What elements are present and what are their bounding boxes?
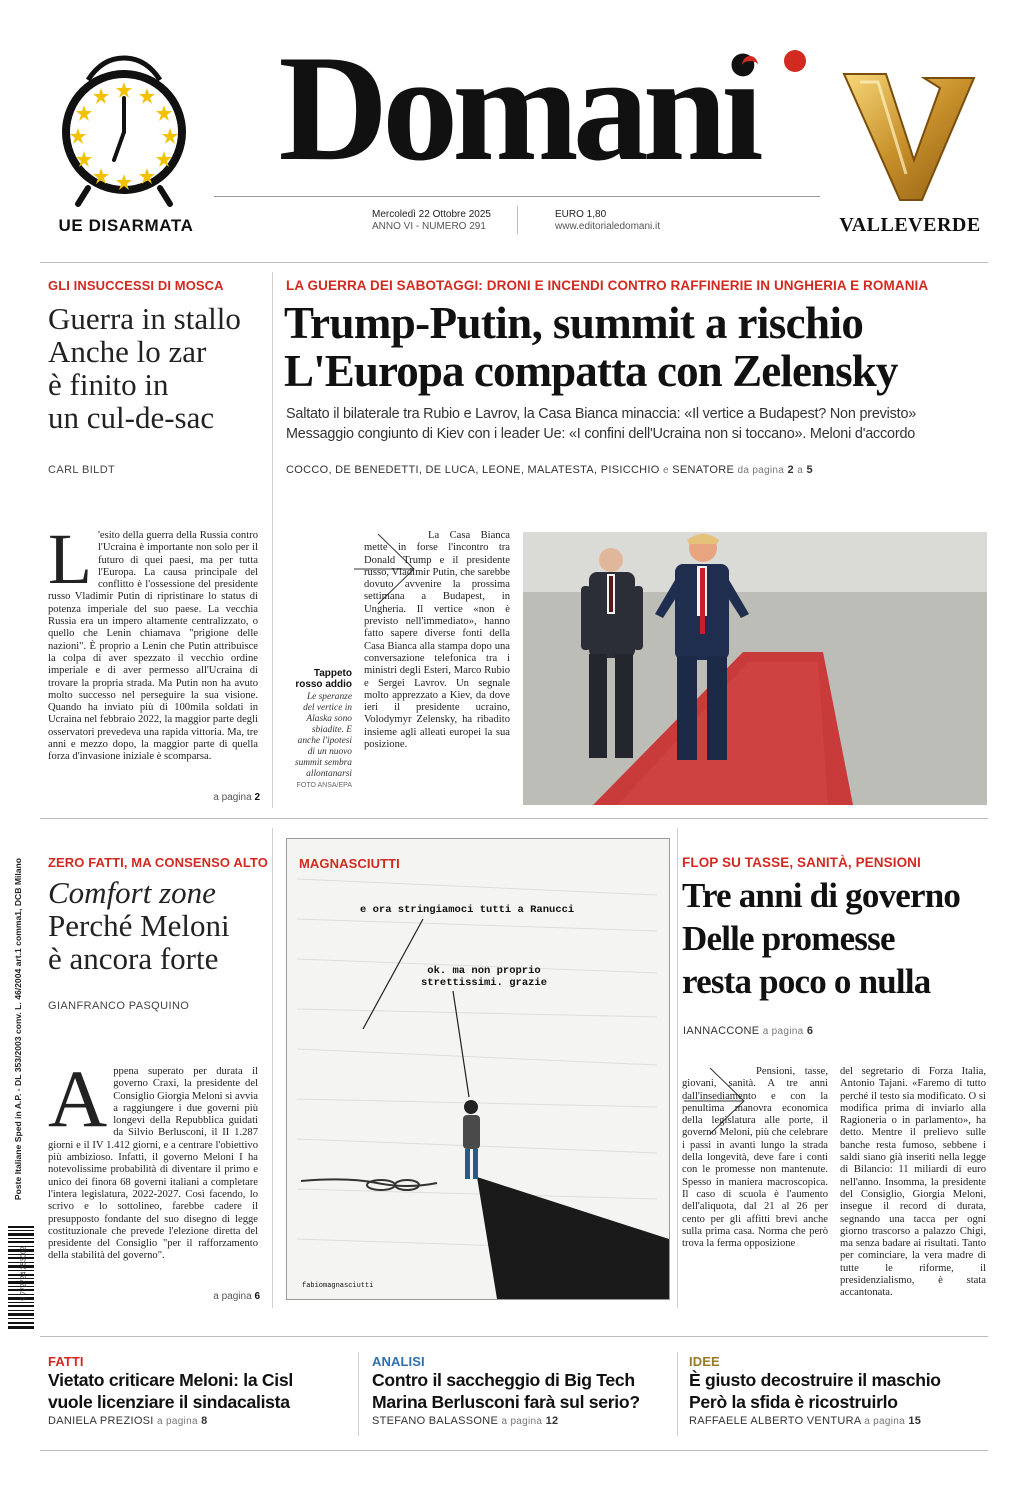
lead-summary-2: Messaggio congiunto di Kiev con i leader Ue: «I confini dell'Ucraina non si toccano». Meloni d'accordo	[286, 426, 916, 442]
photo-caption	[294, 668, 352, 789]
masthead-issue: ANNO VI - NUMERO 291	[372, 221, 486, 232]
cartoon-frame[interactable]	[286, 838, 670, 1300]
bottom-headline: Marina Berlusconi farà sul serio?	[372, 1392, 640, 1412]
meloni-kicker: ZERO FATTI, MA CONSENSO ALTO	[48, 855, 268, 870]
governo-col-1: Pensioni, tasse, giovani, sanità. A tre anni dall'insediamento e con la penultima manovra economica della legislatura alle porte, il governo Meloni, più che celebrare i passi in avanti lungo la strada della longevità, deve fare i conti con le promesse non mantenute. Spesso in maniera macroscopica. Il caso di scuola è l'aumento dell'aliquota, dal 21 al 26 per cento per gli affitti brevi anche sulla prima casa. Norma che però trova la ferma opposizione	[682, 1066, 828, 1250]
alarm-clock-icon	[58, 52, 190, 212]
headline-line: resta poco o nulla	[682, 962, 931, 1001]
bottom-kicker: IDEE	[689, 1354, 720, 1369]
bottom-headline: Però la sfida è ricostruirlo	[689, 1392, 898, 1412]
lead-summary-1: Saltato il bilaterale tra Rubio e Lavrov, la Casa Bianca minaccia: «Il vertice a Budapest? Non previsto»	[286, 406, 917, 422]
sidebar-page-ref[interactable]: a pagina 2	[213, 792, 260, 803]
bottom-item-fatti[interactable]	[48, 1354, 348, 1427]
dropcap: A	[48, 1053, 108, 1144]
dropcap: L	[48, 519, 92, 599]
bottom-author: RAFFAELE ALBERTO VENTURA a pagina 15	[689, 1415, 922, 1427]
bottom-headline: Vietato criticare Meloni: la Cisl	[48, 1370, 293, 1390]
lead-photo[interactable]	[523, 532, 987, 805]
lead-headline-2[interactable]: L'Europa compatta con Zelensky	[284, 346, 898, 396]
meloni-article-body	[48, 1053, 258, 1263]
caption-text: Le speranze del vertice in Alaska sono sbiadite. E anche l'ipotesi di un nuovo summit sembra allontanarsi	[294, 692, 352, 779]
photo-credit: FOTO ANSA/EPA	[296, 782, 352, 789]
governo-col-2: del segretario di Forza Italia, Antonio Tajani. «Faremo di tutto perché il testo sia modificato. O si modifica prima di inviarlo alla Ragioneria o in parlamento», ha detto. Mentre il prelievo sulle banche resta fumoso, sebbene i saldi siano già inseriti nella legge di Bilancio: 11 miliardi di euro nell'anno. Insomma, la presidente del Consiglio, Giorgia Meloni, insegue il record di durata, segnando una tacca per ogni giorno trascorso a palazzo Chigi, ma senza badare ai risultati. Tanto per cominciare, la vera madre di tutte le riforme, il presidenzialismo, è stata accantonata.	[840, 1066, 986, 1299]
sidebar-article-body	[48, 519, 258, 764]
article-text: ppena superato per durata il governo Craxi, la presidente del Consiglio Giorgia Meloni si avvia a raggiungere i due governi più longevi della Repubblica guidati da Silvio Berlusconi, il II 1.287 giorni e il IV 1.412 giorni, e a centrare l'obiettivo più ambizioso. Infatti, il governo Meloni I ha notevolissime probabilità di diventare il primo e unico dei finora 68 governi italiani a completare l'intera legislatura, 2022-2027. Così facendo, lo scrivo e lo sottolineo, farebbe cadere il presupposto fondante del suo disegno di legge costituzionale che prevede l'elezione diretta del presidente del Consiglio "per il rafforzamento della stabilità del governo".	[48, 1066, 258, 1262]
headline-line: un cul-de-sac	[48, 400, 215, 435]
bottom-author: DANIELA PREZIOSI a pagina 8	[48, 1415, 208, 1427]
title-accent-dot	[784, 50, 806, 72]
meloni-page-ref[interactable]: a pagina 6	[213, 1291, 260, 1302]
lead-authors[interactable]: COCCO, DE BENEDETTI, DE LUCA, LEONE, MALATESTA, PISICCHIO e SENATORE da pagina 2 a 5	[286, 464, 813, 476]
headline-line: Perché Meloni	[48, 908, 230, 943]
title-accent-mark	[742, 56, 758, 75]
article-text: 'esito della guerra della Russia contro l'Ucraina è importante non solo per il futuro di quei paesi, ma per tutta l'Europa. La causa principale del conflitto è l'ossessione del presidente russo Vladimir Putin di ripristinare lo status di potenza imperiale del suo paese. La vecchia Russia era un impero altamente centralizzato, o quello che Lenin chiamava "prigione delle nazioni". È proprio a Lenin che Putin attribuisce la colpa di aver spezzato il vecchio ordine imperiale e di aver permesso all'Ucraina di trovare la propria strada. Ma Putin non ha avuto molto successo nel perseguire la sua visione. Quando ha inviato più di 100mila soldati in Ucraina nel febbraio 2022, la maggior parte degli osservatori prevedeva una rapida vittoria. Ma, tre anni e mezzo dopo, la maggior parte di quella forza d'invasione iniziale è scomparsa.	[48, 530, 258, 763]
valleverde-v-icon	[838, 66, 980, 206]
headline-line: Guerra in stallo	[48, 301, 241, 336]
headline-line: è ancora forte	[48, 941, 219, 976]
caption-title: Tappeto rosso addio	[295, 668, 352, 690]
meloni-author[interactable]: GIANFRANCO PASQUINO	[48, 1000, 190, 1012]
clock-caption: UE DISARMATA	[58, 216, 194, 235]
clock-logo	[58, 52, 190, 212]
valleverde-logo	[838, 66, 980, 206]
bottom-headline: Contro il saccheggio di Big Tech	[372, 1370, 635, 1390]
masthead-date: Mercoledì 22 Ottobre 2025	[372, 209, 491, 220]
governo-headline[interactable]	[682, 874, 988, 1003]
masthead-website[interactable]: www.editorialedomani.it	[555, 221, 661, 232]
cartoon-bubble-1: e ora stringiamoci tutti a Ranucci	[360, 904, 575, 916]
bottom-item-analisi[interactable]	[372, 1354, 672, 1427]
bottom-kicker: FATTI	[48, 1354, 84, 1369]
headline-italic: Comfort zone	[48, 875, 216, 910]
lead-headline-1[interactable]: Trump-Putin, summit a rischio	[284, 298, 864, 348]
bottom-headline: vuole licenziare il sindacalista	[48, 1392, 290, 1412]
headline-line: è finito in	[48, 367, 169, 402]
bottom-headline: È giusto decostruire il maschio	[689, 1370, 941, 1390]
cartoon-signature: fabiomagnasciutti	[302, 1282, 374, 1290]
bottom-author: STEFANO BALASSONE a pagina 12	[372, 1415, 559, 1427]
trump-putin-photo	[523, 532, 987, 805]
bottom-kicker: ANALISI	[372, 1354, 425, 1369]
cartoon-kicker: MAGNASCIUTTI	[299, 856, 400, 871]
masthead-price: EURO 1,80	[555, 209, 607, 220]
headline-line: Anche lo zar	[48, 334, 207, 369]
valleverde-brand: VALLEVERDE	[839, 214, 981, 236]
barcode-number: 9 772724 253002	[20, 1246, 28, 1301]
meloni-headline[interactable]	[48, 876, 268, 975]
lead-article-body: La Casa Bianca mette in forse l'incontro tra Donald Trump e il presidente russo, Vladimir Putin, che sarebbe dovuto avvenire la prossima settimana a Budapest, in Ungheria. Il vertice «non è previsto nell'immediato», hanno fatto sapere diverse fonti della Casa Bianca alla stampa dopo una conversazione telefonica tra i ministri degli Esteri, Marco Rubio e Sergei Lavrov. Un segnale molto apprezzato a Kiev, da dove ieri il presidente ucraino, Volodymyr Zelensky, ha ribadito insieme agli alleati europei la sua posizione.	[364, 530, 510, 751]
sidebar-headline[interactable]	[48, 302, 268, 434]
sidebar-author[interactable]: CARL BILDT	[48, 464, 116, 476]
sidebar-kicker: GLI INSUCCESSI DI MOSCA	[48, 278, 224, 293]
headline-line: Delle promesse	[682, 919, 895, 958]
governo-author[interactable]: IANNACCONE a pagina 6	[683, 1025, 814, 1037]
headline-line: Tre anni di governo	[682, 876, 961, 915]
masthead-title[interactable]: Domani	[278, 24, 758, 192]
postal-spine-text: Poste Italiane Sped in A.P. - DL 353/2003 conv. L. 46/2004 art.1 comma1, DCB Milano	[13, 857, 23, 1201]
lead-kicker: LA GUERRA DEI SABOTAGGI: DRONI E INCENDI CONTRO RAFFINERIE IN UNGHERIA E ROMANIA	[286, 278, 929, 293]
bottom-item-idee[interactable]	[689, 1354, 989, 1427]
governo-kicker: FLOP SU TASSE, SANITÀ, PENSIONI	[682, 855, 921, 870]
cartoon-bubble-2: ok. ma non proprio strettissimi. grazie	[421, 965, 548, 989]
